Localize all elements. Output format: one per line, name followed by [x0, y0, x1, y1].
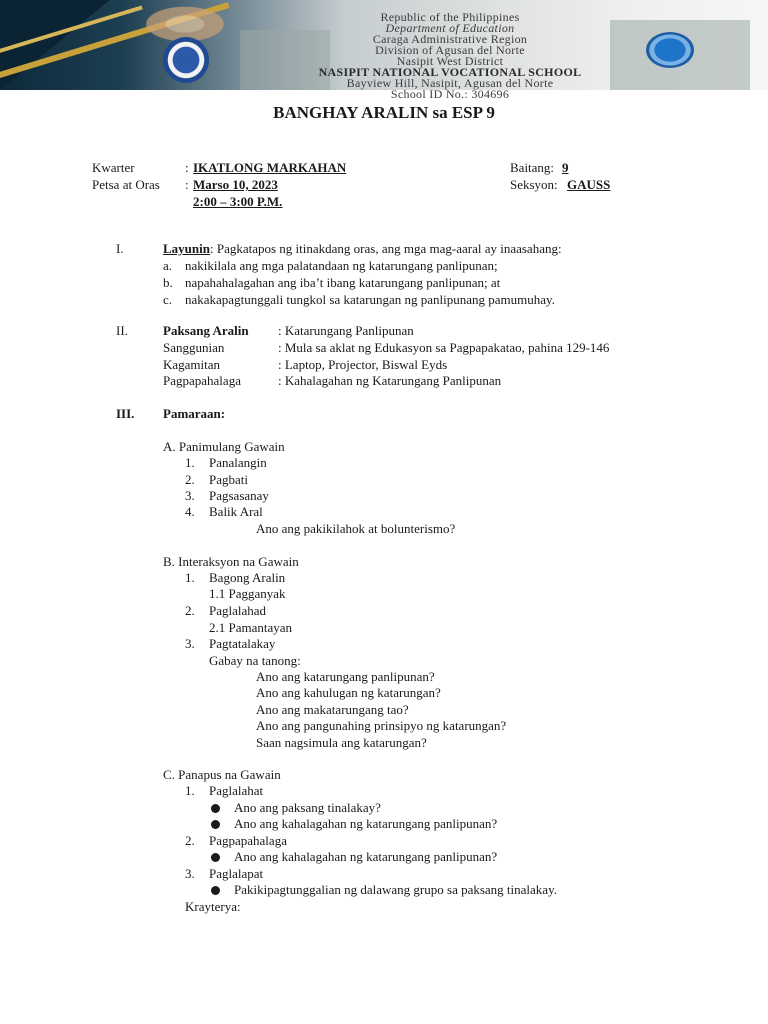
guide-question: Saan nagsimula ang katarungan?: [256, 735, 427, 750]
bullet-text: Ano ang kahalagahan ng katarungang panlipunan?: [234, 816, 498, 831]
pagpapahalaga-label: Pagpapahalaga: [163, 373, 241, 388]
pamaraan-label: Pamaraan:: [163, 406, 226, 421]
header-department: Department of Education: [385, 21, 515, 35]
section-1-number: I.: [116, 241, 124, 256]
header-republic: Republic of the Philippines: [380, 10, 520, 24]
oras-value: 2:00 – 3:00 P.M.: [193, 194, 283, 209]
section-a-heading: A. Panimulang Gawain: [163, 439, 285, 454]
list-item: Paglalapat: [209, 866, 264, 881]
list-number: 4.: [185, 504, 195, 519]
list-number: 3.: [185, 488, 195, 503]
guide-question: Ano ang kahulugan ng katarungan?: [256, 685, 441, 700]
list-number: 2.: [185, 472, 195, 487]
list-item: Panalangin: [209, 455, 267, 470]
objective-letter: a.: [163, 258, 173, 273]
header-region: Caraga Administrative Region: [372, 32, 528, 46]
bullet-icon: [211, 804, 220, 813]
list-number: 1.: [185, 455, 195, 470]
list-number: 3.: [185, 866, 195, 881]
sanggunian-value: : Mula sa aklat ng Edukasyon sa Pagpapakatao, pahina 129-146: [278, 340, 610, 355]
layunin-label: Layunin: [163, 241, 210, 256]
paksang-aralin-value: : Katarungang Panlipunan: [278, 323, 414, 338]
section-3-number: III.: [116, 406, 135, 421]
seksyon-value: GAUSS: [567, 177, 611, 192]
list-item: Paglalahat: [209, 783, 264, 798]
kagamitan-label: Kagamitan: [163, 357, 221, 372]
objective-letter: b.: [163, 275, 173, 290]
list-number: 1.: [185, 570, 195, 585]
bullet-item: [211, 882, 557, 898]
division-logo-icon: [646, 32, 694, 68]
header-division: Division of Agusan del Norte: [375, 43, 525, 57]
bullet-icon: [211, 853, 220, 862]
header-text: [270, 12, 630, 100]
objective-letter: c.: [163, 292, 173, 307]
bullet-text: Ano ang kahalagahan ng katarungang panlipunan?: [234, 849, 498, 864]
guide-question: Ano ang katarungang panlipunan?: [256, 669, 435, 684]
gabay-label: Gabay na tanong:: [209, 653, 301, 668]
kwarter-label: Kwarter: [92, 160, 135, 175]
objective-text: nakakapagtunggali tungkol sa katarungan ng panlipunang pamumuhay.: [185, 292, 555, 307]
list-subitem: 1.1 Pagganyak: [209, 586, 286, 601]
header-district: Nasipit West District: [396, 54, 504, 68]
paksang-aralin-label: Paksang Aralin: [163, 323, 249, 338]
bullet-icon: [211, 886, 220, 895]
bullet-text: Pakikipagtunggalian ng dalawang grupo sa paksang tinalakay.: [234, 882, 557, 897]
deped-logo-icon: [163, 37, 209, 83]
guide-question: Ano ang makatarungang tao?: [256, 702, 409, 717]
bullet-text: Ano ang paksang tinalakay?: [234, 800, 381, 815]
kwarter-value: IKATLONG MARKAHAN: [193, 160, 347, 175]
objective-text: napahahalagahan ang iba’t ibang katarungang panlipunan; at: [185, 275, 501, 290]
list-number: 2.: [185, 833, 195, 848]
balik-aral-question: Ano ang pakikilahok at bolunterismo?: [256, 521, 456, 536]
kagamitan-value: : Laptop, Projector, Biswal Eyds: [278, 357, 448, 372]
header-school-name: NASIPIT NATIONAL VOCATIONAL SCHOOL: [318, 65, 582, 79]
list-item: Bagong Aralin: [209, 570, 286, 585]
bullet-item: [211, 849, 497, 865]
objective-text: nakikilala ang mga palatandaan ng katarungang panlipunan;: [185, 258, 498, 273]
list-item: Balik Aral: [209, 504, 263, 519]
list-item: Pagbati: [209, 472, 248, 487]
layunin-text: : Pagkatapos ng itinakdang oras, ang mga mag-aaral ay inaasahang:: [209, 241, 562, 256]
list-item: Paglalahad: [209, 603, 267, 618]
bullet-icon: [211, 820, 220, 829]
header-school-id: School ID No.: 304696: [390, 87, 510, 101]
list-item: Pagtatalakay: [209, 636, 276, 651]
list-number: 1.: [185, 783, 195, 798]
list-subitem: 2.1 Pamantayan: [209, 620, 293, 635]
layunin-line: [163, 241, 562, 257]
petsa-value: Marso 10, 2023: [193, 177, 278, 192]
section-b-heading: B. Interaksyon na Gawain: [163, 554, 299, 569]
kwarter-colon: :: [185, 160, 189, 175]
section-c-heading: C. Panapus na Gawain: [163, 767, 281, 782]
guide-question: Ano ang pangunahing prinsipyo ng katarungan?: [256, 718, 507, 733]
header-banner: [0, 0, 768, 101]
header-address: Bayview Hill, Nasipit, Agusan del Norte: [346, 76, 554, 90]
list-item: Pagpapahalaga: [209, 833, 287, 848]
petsa-colon: :: [185, 177, 189, 192]
page-title: BANGHAY ARALIN sa ESP 9: [273, 103, 495, 122]
list-item: Pagsasanay: [209, 488, 269, 503]
pagpapahalaga-value: : Kahalagahan ng Katarungang Panlipunan: [278, 373, 502, 388]
seksyon-label: Seksyon:: [510, 177, 558, 192]
list-number: 2.: [185, 603, 195, 618]
petsa-label: Petsa at Oras: [92, 177, 160, 192]
bullet-item: [211, 816, 497, 832]
list-number: 3.: [185, 636, 195, 651]
section-2-number: II.: [116, 323, 128, 338]
sanggunian-label: Sanggunian: [163, 340, 225, 355]
baitang-value: 9: [562, 160, 569, 175]
baitang-label: Baitang:: [510, 160, 555, 175]
krayterya-label: Krayterya:: [185, 899, 241, 914]
bullet-item: [211, 800, 381, 816]
